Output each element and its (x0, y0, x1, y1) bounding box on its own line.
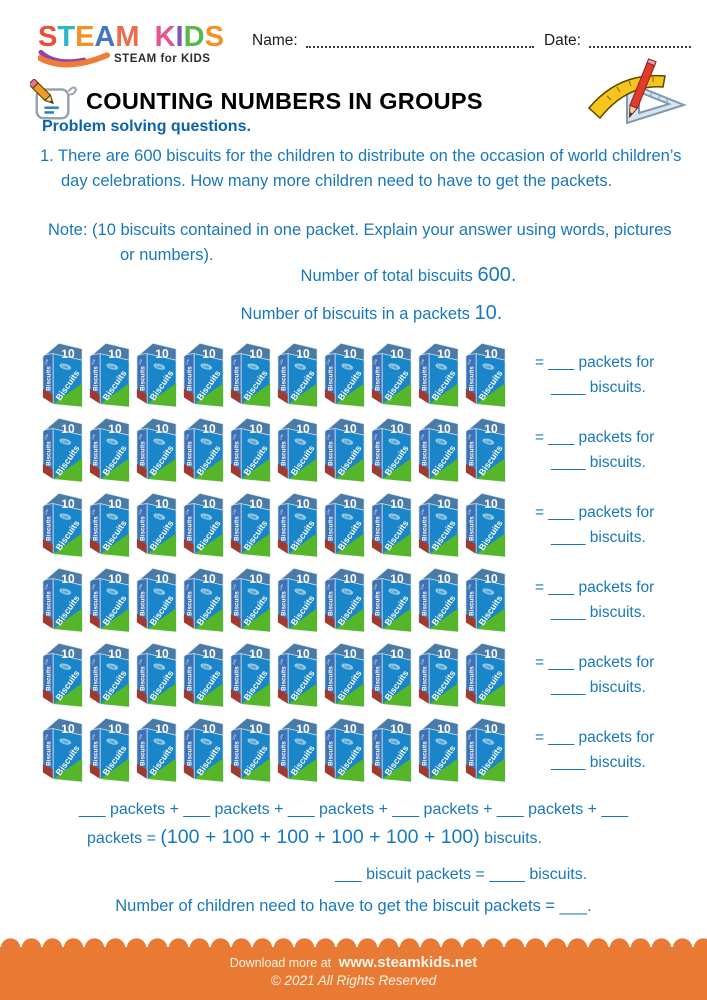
biscuit-packet-icon (277, 416, 318, 484)
biscuit-packet-icon (183, 341, 224, 409)
row-answer-text (535, 725, 654, 775)
name-date-row (252, 31, 691, 50)
footer (0, 947, 707, 1000)
packet-row (0, 416, 707, 491)
biscuit-packet-icon (89, 491, 130, 559)
biscuit-packet-icon (42, 491, 83, 559)
row-equation-line2: ____ biscuits. (551, 454, 646, 471)
biscuit-packet-icon (89, 566, 130, 634)
logo-letter: I (175, 21, 184, 53)
packet-row (0, 341, 707, 416)
ruler-set-square-pencil-icon (585, 56, 690, 131)
packet-rows (0, 341, 707, 791)
steam-kids-logo (38, 22, 248, 69)
swoosh-icon (38, 49, 110, 69)
biscuit-packet-icon (183, 566, 224, 634)
logo-tagline: STEAM for KIDS (114, 53, 211, 65)
equation-line3: ___ biscuit packets = ____ biscuits. (335, 866, 588, 883)
total-biscuits-label: Number of total biscuits (300, 267, 473, 285)
logo-letter: E (75, 21, 95, 53)
biscuit-packet-icon (371, 491, 412, 559)
biscuit-packet-icon (418, 491, 459, 559)
biscuit-packet-icon (371, 416, 412, 484)
biscuit-packet-icon (230, 566, 271, 634)
logo-letter: A (94, 21, 116, 53)
row-answer-text (535, 350, 654, 400)
row-answer-text (535, 425, 654, 475)
biscuits-per-packet-line (18, 302, 707, 325)
biscuit-packet-icon (230, 641, 271, 709)
biscuit-packet-icon (465, 491, 506, 559)
biscuit-packet-icon (230, 716, 271, 784)
row-equation-line1: = ___ packets for (535, 579, 655, 596)
biscuit-packet-icon (136, 491, 177, 559)
biscuit-packet-icon (324, 341, 365, 409)
equation-line1: ___ packets + ___ packets + ___ packets + ___ packets + ___ packets + ___ (78, 801, 629, 818)
row-answer-text (535, 650, 654, 700)
row-equation-line1: = ___ packets for (535, 729, 655, 746)
biscuit-packet-icon (324, 566, 365, 634)
biscuit-packet-icon (89, 641, 130, 709)
footer-copyright: © 2021 All Rights Reserved (270, 973, 437, 988)
equation-line4: Number of children need to have to get the biscuit packets = ___. (115, 897, 592, 915)
equation-line2 (0, 826, 707, 849)
biscuit-packet-icon (371, 641, 412, 709)
biscuit-packet-icon (136, 416, 177, 484)
biscuit-packet-icon (371, 716, 412, 784)
biscuit-packet-icon (465, 641, 506, 709)
footer-prefix: Download more at (229, 956, 332, 970)
biscuit-packet-icon (277, 491, 318, 559)
logo-letter: S (204, 21, 224, 53)
biscuit-packet-icon (89, 716, 130, 784)
packet-row (0, 641, 707, 716)
biscuit-packet-icon (42, 641, 83, 709)
logo-word-kids (155, 21, 224, 53)
row-equation-line2: ____ biscuits. (551, 754, 646, 771)
row-equation-line2: ____ biscuits. (551, 679, 646, 696)
equation-line2-sum: (100 + 100 + 100 + 100 + 100 + 100) (160, 826, 480, 848)
biscuit-packet-icon (89, 416, 130, 484)
biscuit-packet-icon (183, 716, 224, 784)
biscuit-packet-icon (89, 341, 130, 409)
biscuit-packet-icon (371, 566, 412, 634)
biscuits-per-packet-value: 10. (474, 302, 503, 324)
logo-letter: D (183, 21, 205, 53)
biscuit-packet-icon (183, 416, 224, 484)
date-write-line (589, 31, 691, 48)
biscuit-packet-icon (371, 341, 412, 409)
biscuit-packet-icon (42, 716, 83, 784)
biscuit-packet-icon (42, 416, 83, 484)
biscuit-packet-icon (136, 341, 177, 409)
name-write-line (306, 31, 534, 48)
biscuit-packet-icon (418, 716, 459, 784)
row-answer-text (535, 500, 654, 550)
biscuit-packet-icon (465, 416, 506, 484)
row-equation-line1: = ___ packets for (535, 504, 655, 521)
biscuit-packet-icon (465, 566, 506, 634)
total-biscuits-value: 600. (477, 264, 517, 286)
biscuit-packet-icon (324, 491, 365, 559)
biscuit-packet-icon (418, 416, 459, 484)
pencil-paper-icon (30, 79, 78, 123)
packet-row (0, 566, 707, 641)
name-label: Name: (252, 32, 298, 49)
biscuit-packet-icon (42, 566, 83, 634)
row-equation-line2: ____ biscuits. (551, 604, 646, 621)
biscuit-packet-icon (277, 341, 318, 409)
biscuit-packet-icon (324, 416, 365, 484)
footer-download-line (0, 954, 707, 971)
packet-row (0, 716, 707, 791)
date-label: Date: (543, 32, 581, 49)
biscuit-packet-icon (136, 566, 177, 634)
section-heading: Problem solving questions. (42, 118, 251, 135)
biscuit-packet-icon (183, 641, 224, 709)
biscuit-packet-icon (324, 641, 365, 709)
biscuit-packet-icon (183, 491, 224, 559)
biscuit-packet-icon (136, 716, 177, 784)
biscuit-packet-icon (136, 641, 177, 709)
row-equation-line1: = ___ packets for (535, 354, 655, 371)
logo-letter: S (38, 21, 58, 53)
biscuit-packet-icon (230, 416, 271, 484)
biscuit-packet-icon (277, 716, 318, 784)
biscuit-packet-icon (465, 716, 506, 784)
row-equation-line2: ____ biscuits. (551, 379, 646, 396)
logo-letter: T (57, 21, 76, 53)
row-equation-line1: = ___ packets for (535, 654, 655, 671)
packet-row (0, 491, 707, 566)
biscuit-packet-icon (230, 341, 271, 409)
biscuit-packet-icon (418, 566, 459, 634)
equation-line2-prefix: packets = (87, 830, 161, 847)
logo-letter: K (154, 21, 176, 53)
logo-wordmark (38, 22, 248, 52)
biscuit-packet-icon (42, 341, 83, 409)
row-equation-line1: = ___ packets for (535, 429, 655, 446)
page-title: COUNTING NUMBERS IN GROUPS (86, 87, 483, 114)
biscuits-per-packet-label: Number of biscuits in a packets (240, 305, 470, 323)
biscuit-packet-icon (418, 341, 459, 409)
note-text: Note: (10 biscuits contained in one packet. Explain your answer using words, pictures or numbers). (48, 221, 672, 264)
total-biscuits-line (55, 264, 707, 287)
biscuit-packet-icon (230, 491, 271, 559)
title-bar (30, 79, 483, 123)
row-answer-text (535, 575, 654, 625)
biscuit-packet-icon (418, 641, 459, 709)
equation-line2-suffix: biscuits. (479, 830, 542, 847)
biscuit-packet-icon (465, 341, 506, 409)
row-equation-line2: ____ biscuits. (551, 529, 646, 546)
biscuit-packet-icon (324, 716, 365, 784)
biscuit-packet-icon (277, 641, 318, 709)
logo-letter: M (115, 21, 140, 53)
footer-url-link[interactable]: www.steamkids.net (338, 954, 478, 971)
question-text: 1. There are 600 biscuits for the children to distribute on the occasion of world children’s day celebrations. How many more children need to have to get the packets. (40, 147, 682, 190)
biscuit-packet-icon (277, 566, 318, 634)
